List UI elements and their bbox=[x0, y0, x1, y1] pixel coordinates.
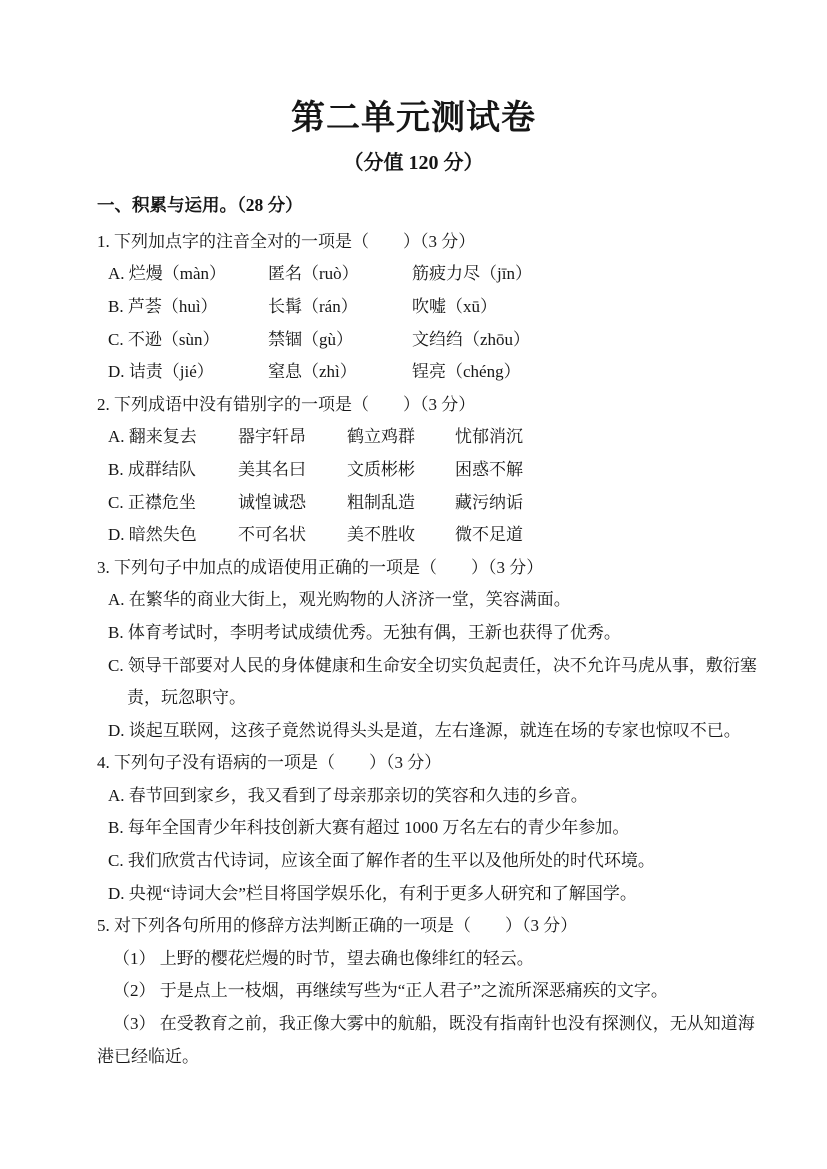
question-2-option-row-b bbox=[97, 451, 749, 484]
q2-b-col3: 文质彬彬 bbox=[347, 459, 415, 479]
question-4-option-d: D. 央视“诗词大会”栏目将国学娱乐化，有利于更多人研究和了解国学。 bbox=[108, 883, 637, 903]
question-5-item-3-line-1: （3） 在受教育之前，我正像大雾中的航船，既没有指南针也没有探测仪，无从知道海 bbox=[113, 1014, 755, 1034]
page-title: 第二单元测试卷 bbox=[291, 100, 536, 137]
q1-b-col2: 长髯（rán） bbox=[268, 296, 358, 316]
question-list bbox=[97, 223, 757, 1070]
question-5-item-2: （2） 于是点上一枝烟，再继续写些为“正人君子”之流所深恶痛疾的文字。 bbox=[113, 981, 668, 1001]
q1-a-col1: A. 烂熳（màn） bbox=[108, 264, 227, 284]
question-1-option-row-a bbox=[97, 256, 749, 289]
question-3-option-a: A. 在繁华的商业大街上，观光购物的人济济一堂，笑容满面。 bbox=[108, 590, 571, 610]
q1-a-col3: 筋疲力尽（jīn） bbox=[412, 264, 532, 284]
question-3-stem: 3. 下列句子中加点的成语使用正确的一项是（ ）（3 分） bbox=[97, 557, 544, 577]
q2-d-col1: D. 暗然失色 bbox=[108, 525, 197, 545]
q1-c-col2: 禁锢（gù） bbox=[268, 329, 353, 349]
q2-a-col1: A. 翻来复去 bbox=[108, 427, 197, 447]
q2-a-col2: 器宇轩昂 bbox=[238, 427, 306, 447]
question-1-option-row-d bbox=[97, 353, 749, 386]
question-2-option-row-d bbox=[97, 516, 749, 549]
q2-c-col2: 诚惶诚恐 bbox=[238, 492, 306, 512]
q1-a-col2: 匿名（ruò） bbox=[268, 264, 359, 284]
question-4-option-b: B. 每年全国青少年科技创新大赛有超过 1000 万名左右的青少年参加。 bbox=[108, 818, 630, 838]
question-5-stem: 5. 对下列各句所用的修辞方法判断正确的一项是（ ）（3 分） bbox=[97, 916, 578, 936]
q2-b-col2: 美其名曰 bbox=[238, 459, 306, 479]
q2-d-col3: 美不胜收 bbox=[347, 525, 415, 545]
q2-a-col3: 鹤立鸡群 bbox=[347, 427, 415, 447]
question-3-option-c-line-2: 责，玩忽职守。 bbox=[127, 688, 246, 708]
question-3-option-b: B. 体育考试时，李明考试成绩优秀。无独有偶，王新也获得了优秀。 bbox=[108, 622, 621, 642]
question-3-option-c-line-1: C. 领导干部要对人民的身体健康和生命安全切实负起责任，决不允许马虎从事，敷衍塞 bbox=[108, 655, 757, 675]
q2-a-col4: 忧郁消沉 bbox=[455, 427, 523, 447]
q1-d-col3: 锃亮（chéng） bbox=[412, 362, 521, 382]
question-3-option-d: D. 谈起互联网，这孩子竟然说得头头是道，左右逢源，就连在场的专家也惊叹不已。 bbox=[108, 720, 741, 740]
question-5-item-3-line-2: 港已经临近。 bbox=[97, 1046, 199, 1066]
q1-b-col3: 吹嘘（xū） bbox=[412, 296, 497, 316]
q2-b-col1: B. 成群结队 bbox=[108, 459, 196, 479]
question-1-option-row-c bbox=[97, 321, 749, 354]
q1-b-col1: B. 芦荟（huì） bbox=[108, 296, 218, 316]
question-1-option-row-b bbox=[97, 288, 749, 321]
question-1-stem: 1. 下列加点字的注音全对的一项是（ ）（3 分） bbox=[97, 231, 476, 251]
section-1-heading: 一、积累与运用。（28 分） bbox=[97, 195, 303, 215]
q2-b-col4: 困惑不解 bbox=[455, 459, 523, 479]
q1-d-col1: D. 诘责（jié） bbox=[108, 362, 214, 382]
q2-d-col4: 微不足道 bbox=[455, 525, 523, 545]
q1-d-col2: 窒息（zhì） bbox=[268, 362, 357, 382]
q2-c-col4: 藏污纳诟 bbox=[455, 492, 523, 512]
q2-c-col1: C. 正襟危坐 bbox=[108, 492, 196, 512]
question-5-item-1: （1） 上野的樱花烂熳的时节，望去确也像绯红的轻云。 bbox=[113, 948, 534, 968]
paper-body bbox=[0, 191, 827, 1070]
q2-c-col3: 粗制乱造 bbox=[347, 492, 415, 512]
score-subtitle: （分值 120 分） bbox=[343, 152, 484, 174]
q1-c-col3: 文绉绉（zhōu） bbox=[412, 329, 531, 349]
question-2-stem: 2. 下列成语中没有错别字的一项是（ ）（3 分） bbox=[97, 394, 476, 414]
q2-d-col2: 不可名状 bbox=[238, 525, 306, 545]
question-4-option-c: C. 我们欣赏古代诗词，应该全面了解作者的生平以及他所处的时代环境。 bbox=[108, 851, 655, 871]
q1-c-col1: C. 不逊（sùn） bbox=[108, 329, 220, 349]
question-4-option-a: A. 春节回到家乡，我又看到了母亲那亲切的笑容和久违的乡音。 bbox=[108, 785, 588, 805]
question-2-option-row-c bbox=[97, 484, 749, 517]
question-4-stem: 4. 下列句子没有语病的一项是（ ）（3 分） bbox=[97, 753, 442, 773]
question-2-option-row-a bbox=[97, 419, 749, 452]
